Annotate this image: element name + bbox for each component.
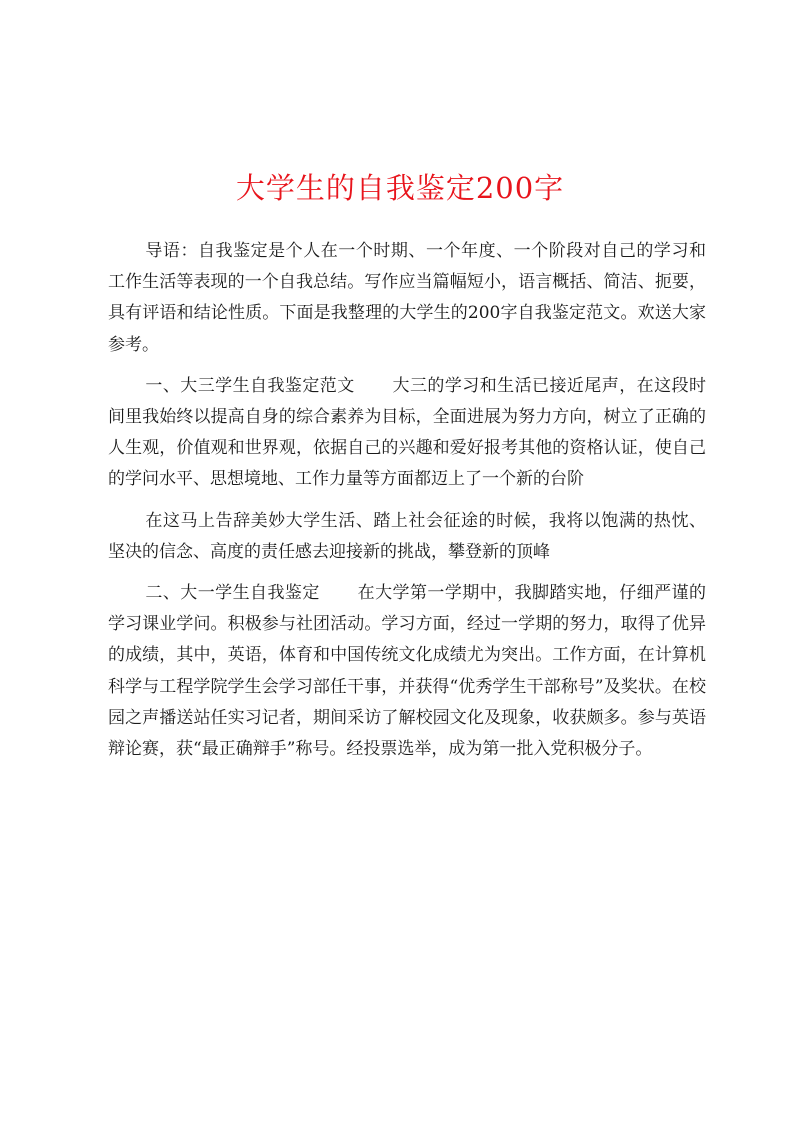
section-1-paragraph xyxy=(108,371,706,496)
section-2-text: 在大学第一学期中，我脚踏实地，仔细严谨的学习课业学问。积极参与社团活动。学习方面，经过一学期的努力，取得了优异的成绩，其中，英语，体育和中国传统文化成绩尤为突出。工作方面，在计算机科学与工程学院学生会学习部任干事，并获得“优秀学生干部称号”及奖状。在校园之声播送站任实习记者，期间采访了解校园文化及现象，收获颇多。参与英语辩论赛，获“最正确辩手”称号。经投票选举，成为第一批入党积极分子。 xyxy=(108,583,706,760)
section-2-heading: 二、大一学生自我鉴定 xyxy=(145,583,320,604)
intro-paragraph: 导语：自我鉴定是个人在一个时期、一个年度、一个阶段对自己的学习和工作生活等表现的一个自我总结。写作应当篇幅短小，语言概括、简洁、扼要，具有评语和结论性质。下面是我整理的大学生的200字自我鉴定范文。欢送大家参考。 xyxy=(108,241,706,355)
section-1-heading: 一、大三学生自我鉴定范文 xyxy=(145,375,355,396)
section-2-paragraph xyxy=(108,578,706,765)
section-1-closing-paragraph: 在这马上告辞美妙大学生活、踏上社会征途的时候，我将以饱满的热忱、坚决的信念、高度的责任感去迎接新的挑战，攀登新的顶峰 xyxy=(108,510,706,562)
section-1-text: 大三的学习和生活已接近尾声，在这段时间里我始终以提高自身的综合素养为目标，全面进展为努力方向，树立了正确的人生观，价值观和世界观，依据自己的兴趣和爱好报考其他的资格认证，使自己的学问水平、思想境地、工作力量等方面都迈上了一个新的台阶 xyxy=(108,375,707,490)
document-body xyxy=(108,236,706,775)
document-title: 大学生的自我鉴定200字 xyxy=(235,171,565,205)
